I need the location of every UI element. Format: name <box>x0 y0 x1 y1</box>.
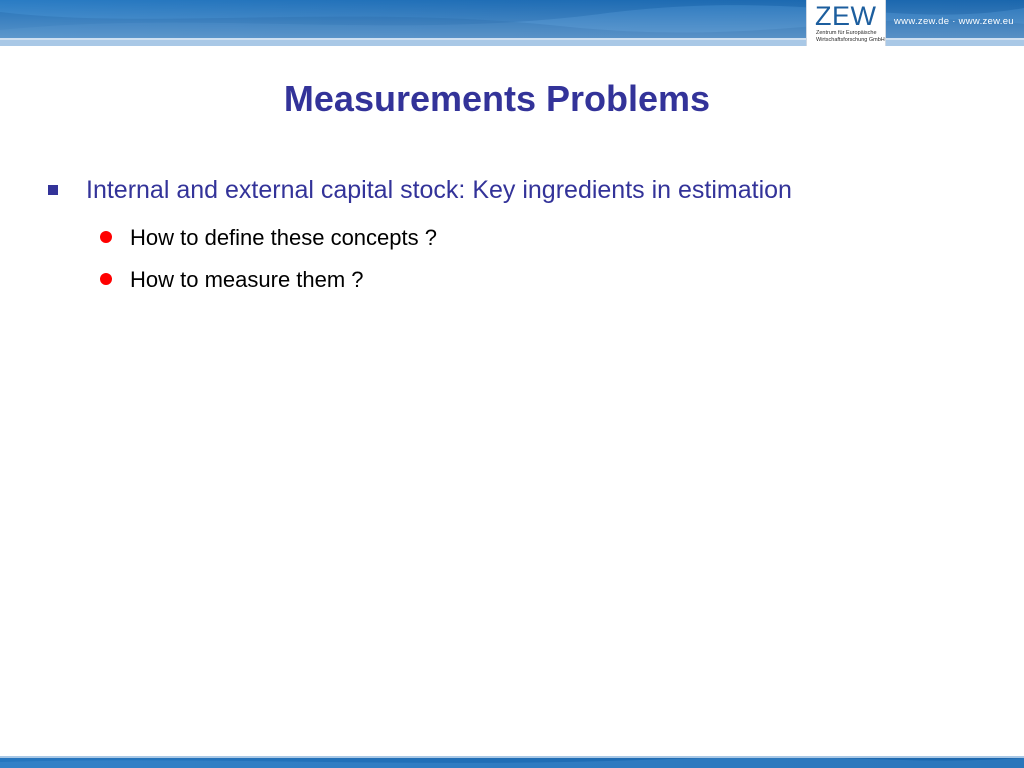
sub-bullet-text: How to define these concepts ? <box>130 225 437 250</box>
logo-subtitle: Zentrum für Europäische Wirtschaftsforschung GmbH <box>816 30 885 43</box>
zew-logo <box>806 0 886 46</box>
site-url: www.zew.de · www.zew.eu <box>894 16 1014 27</box>
square-bullet-icon <box>48 185 58 195</box>
header-banner <box>0 0 1024 46</box>
bullet-text: Internal and external capital stock: Key ingredients in estimation <box>86 176 792 204</box>
footer-banner <box>0 756 1024 768</box>
sub-bullet-item <box>100 266 900 294</box>
slide-title: Measurements Problems <box>283 78 711 119</box>
dot-bullet-icon <box>100 231 112 243</box>
logo-text: ZEW <box>815 1 877 31</box>
bullet-item <box>48 174 1008 206</box>
dot-bullet-icon <box>100 273 112 285</box>
sub-bullet-text: How to measure them ? <box>130 267 364 292</box>
sub-bullet-item <box>100 224 900 252</box>
footer-background <box>0 756 1024 768</box>
